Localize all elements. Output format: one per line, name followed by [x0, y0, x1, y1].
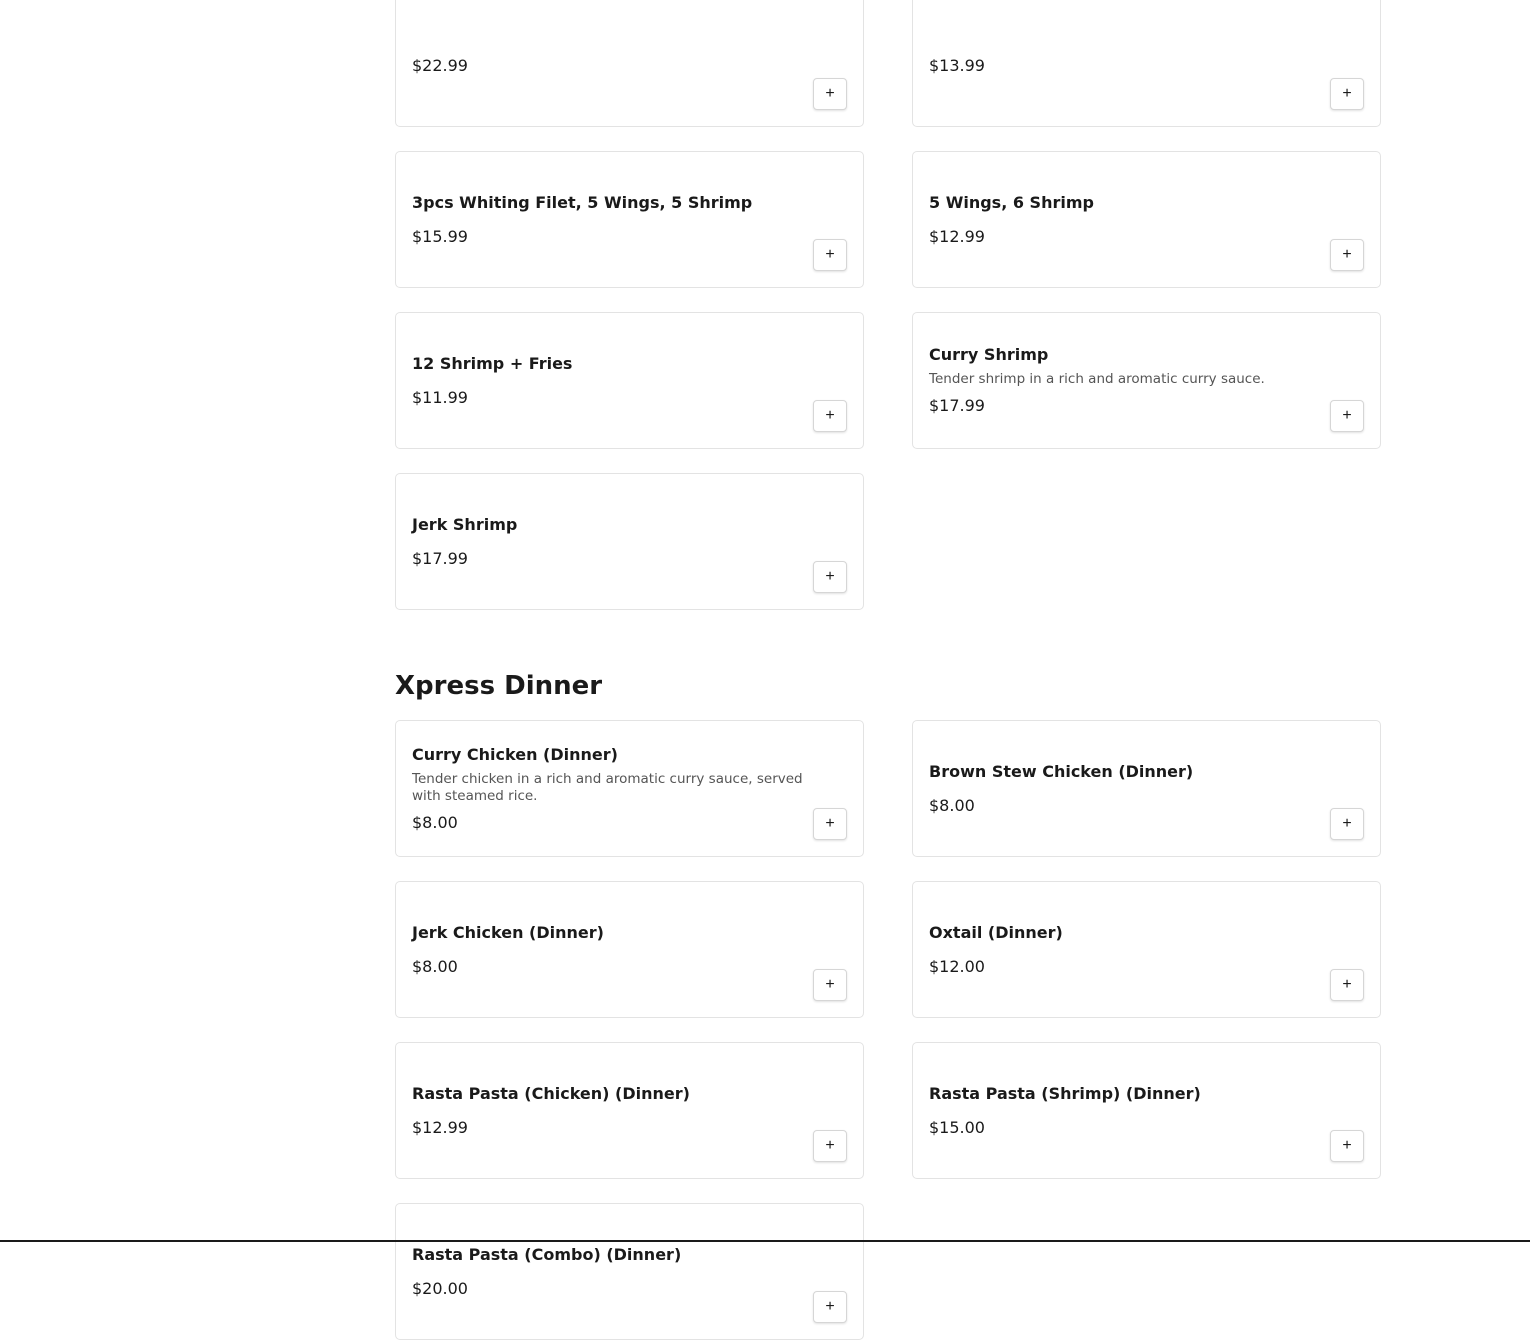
item-name: Jerk Chicken (Dinner) — [412, 922, 604, 942]
menu-item-card[interactable] — [395, 151, 864, 288]
menu-item-card[interactable] — [912, 720, 1381, 857]
item-name: 3pcs Whiting Filet, 5 Wings, 5 Shrimp — [412, 192, 753, 212]
item-name: 5 Wings, 6 Shrimp — [929, 192, 1094, 212]
item-price: $17.99 — [929, 396, 985, 415]
item-name: Curry Chicken (Dinner) — [412, 744, 618, 764]
item-price: $22.99 — [412, 55, 468, 75]
menu-item-card[interactable] — [395, 0, 864, 127]
plus-icon: + — [1342, 246, 1352, 263]
menu-grid — [395, 0, 1381, 610]
plus-icon: + — [1342, 1137, 1352, 1154]
plus-icon: + — [1342, 976, 1352, 993]
add-item-button[interactable] — [1330, 239, 1364, 271]
menu-item-card[interactable] — [395, 1042, 864, 1179]
item-price: $15.00 — [929, 1117, 985, 1137]
add-item-button[interactable] — [813, 1291, 847, 1323]
add-item-button[interactable] — [813, 808, 847, 840]
item-name: Rasta Pasta (Combo) (Dinner) — [412, 1244, 682, 1264]
item-price: $11.99 — [412, 387, 468, 407]
item-name: Jerk Shrimp — [412, 514, 518, 534]
item-price: $13.99 — [929, 55, 985, 75]
plus-icon: + — [825, 976, 835, 993]
menu-section-combos — [395, 0, 1381, 610]
add-item-button[interactable] — [813, 1130, 847, 1162]
item-price: $8.00 — [412, 956, 458, 976]
add-item-button[interactable] — [813, 78, 847, 110]
item-name: 12 Shrimp + Fries — [412, 353, 573, 373]
add-item-button[interactable] — [1330, 1130, 1364, 1162]
item-name: Curry Shrimp — [929, 345, 1049, 364]
item-price: $8.00 — [929, 795, 975, 815]
menu-item-card[interactable] — [912, 312, 1381, 449]
item-price: $12.99 — [929, 226, 985, 246]
menu-grid — [395, 720, 1381, 1340]
menu-content — [395, 0, 1381, 1340]
section-title: Xpress Dinner — [395, 671, 603, 701]
plus-icon: + — [825, 246, 835, 263]
add-item-button[interactable] — [1330, 969, 1364, 1001]
plus-icon: + — [825, 407, 835, 424]
plus-icon: + — [825, 568, 835, 585]
menu-item-card[interactable] — [395, 720, 864, 857]
add-item-button[interactable] — [813, 969, 847, 1001]
item-name: Brown Stew Chicken (Dinner) — [929, 761, 1194, 781]
item-description: Tender chicken in a rich and aromatic curry sauce, served with steamed rice. — [412, 770, 803, 804]
item-name: Oxtail (Dinner) — [929, 922, 1063, 942]
menu-item-card[interactable] — [912, 151, 1381, 288]
viewport-bottom-border — [0, 1240, 1530, 1242]
plus-icon: + — [1342, 407, 1352, 424]
item-name: Rasta Pasta (Chicken) (Dinner) — [412, 1083, 690, 1103]
plus-icon: + — [1342, 85, 1352, 102]
menu-item-card[interactable] — [395, 312, 864, 449]
menu-item-card[interactable] — [912, 1042, 1381, 1179]
plus-icon: + — [825, 1298, 835, 1315]
add-item-button[interactable] — [1330, 400, 1364, 432]
item-price: $17.99 — [412, 548, 468, 568]
item-price: $12.99 — [412, 1117, 468, 1137]
add-item-button[interactable] — [813, 239, 847, 271]
menu-item-card[interactable] — [912, 0, 1381, 127]
plus-icon: + — [1342, 815, 1352, 832]
menu-item-card[interactable] — [395, 473, 864, 610]
item-price: $12.00 — [929, 956, 985, 976]
item-name: Rasta Pasta (Shrimp) (Dinner) — [929, 1083, 1201, 1103]
item-price: $15.99 — [412, 226, 468, 246]
plus-icon: + — [825, 815, 835, 832]
plus-icon: + — [825, 85, 835, 102]
add-item-button[interactable] — [1330, 78, 1364, 110]
item-price: $20.00 — [412, 1278, 468, 1298]
menu-item-card[interactable] — [395, 1203, 864, 1340]
item-description: Tender shrimp in a rich and aromatic curry sauce. — [929, 371, 1265, 387]
menu-item-card[interactable] — [395, 881, 864, 1018]
add-item-button[interactable] — [813, 400, 847, 432]
item-price: $8.00 — [412, 812, 458, 832]
add-item-button[interactable] — [1330, 808, 1364, 840]
plus-icon: + — [825, 1137, 835, 1154]
add-item-button[interactable] — [813, 561, 847, 593]
menu-item-card[interactable] — [912, 881, 1381, 1018]
